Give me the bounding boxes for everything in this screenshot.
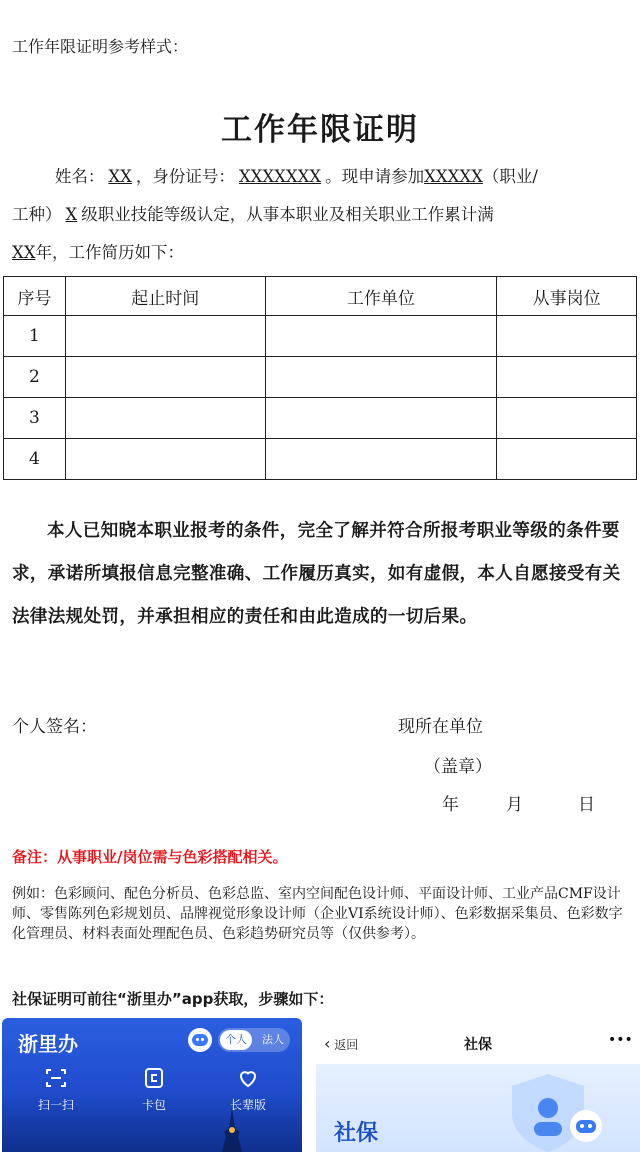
remark-note: 备注：从事职业/岗位需与色彩搭配相关。 <box>12 848 288 866</box>
table-row <box>4 357 637 398</box>
card-wallet-icon <box>142 1066 166 1090</box>
page-title: 社保 <box>464 1037 492 1053</box>
scan-label: 扫一扫 <box>37 1098 74 1112</box>
heart-icon <box>236 1066 260 1090</box>
row-employer <box>265 316 497 357</box>
toggle-personal[interactable]: 个人 <box>220 1030 252 1050</box>
robot-avatar-icon[interactable] <box>188 1028 212 1052</box>
date-day: 日 <box>578 795 595 815</box>
row-employer <box>265 398 497 439</box>
level-value: X <box>65 205 78 224</box>
card-wallet-action[interactable] <box>124 1066 184 1113</box>
seal-label: （盖章） <box>424 757 492 777</box>
statement-line-3 <box>12 236 632 270</box>
scan-icon <box>44 1066 68 1090</box>
row-position <box>497 398 637 439</box>
robot-mascot-icon <box>568 1108 604 1144</box>
line2-text: 级职业技能等级认定，从事本职业及相关职业工作累计满 <box>81 205 494 224</box>
table-header-row <box>4 277 637 316</box>
header-employer: 工作单位 <box>265 277 497 316</box>
row-period <box>65 357 265 398</box>
card-wallet-label: 卡包 <box>141 1098 166 1112</box>
examples-paragraph: 例如：色彩顾问、配色分析员、色彩总监、室内空间配色设计师、平面设计师、工业产品CMF设计师、零售陈列色彩规划员、品牌视觉形象设计师（企业VI系统设计师）、色彩数据采集员、色彩数字化管理员、材料表面处理配色员、色彩趋势研究员等（仅供参考）。 <box>12 886 623 942</box>
table-row <box>4 439 637 480</box>
identity-toggle[interactable] <box>218 1028 290 1052</box>
occupation-suffix: （职业/ <box>482 167 538 186</box>
name-label: 姓名： <box>54 167 105 186</box>
social-security-screenshot <box>316 1024 640 1152</box>
document-title: 工作年限证明 <box>221 112 419 148</box>
tower-silhouette-icon <box>202 1108 262 1152</box>
table-row <box>4 398 637 439</box>
name-value: XX <box>108 167 132 186</box>
years-value: XX <box>12 243 36 262</box>
line3-text: 年，工作简历如下： <box>35 243 184 262</box>
row-position <box>497 357 637 398</box>
header-period: 起止时间 <box>65 277 265 316</box>
toggle-legal[interactable]: 法人 <box>262 1033 284 1046</box>
row-index: 2 <box>4 357 66 398</box>
personal-signature-label: 个人签名： <box>12 717 97 737</box>
date-month: 月 <box>506 795 523 815</box>
apply-text: 。现申请参加 <box>325 167 425 186</box>
row-employer <box>265 357 497 398</box>
line2-prefix: 工种） <box>12 205 62 224</box>
zheliban-home-screenshot <box>2 1018 302 1152</box>
table-row <box>4 316 637 357</box>
scan-action[interactable] <box>26 1066 86 1113</box>
row-period <box>65 439 265 480</box>
header-position: 从事岗位 <box>497 277 637 316</box>
row-position <box>497 316 637 357</box>
row-period <box>65 316 265 357</box>
chevron-left-icon: ‹ <box>324 1034 331 1053</box>
intro-text: 工作年限证明参考样式： <box>12 37 189 56</box>
id-label: ，身份证号： <box>135 167 235 186</box>
current-unit-label: 现所在单位 <box>398 717 483 737</box>
row-index: 4 <box>4 439 66 480</box>
row-index: 3 <box>4 398 66 439</box>
statement-line-1 <box>12 160 632 194</box>
id-value: XXXXXXX <box>238 167 322 186</box>
more-menu-icon[interactable]: ••• <box>608 1032 633 1048</box>
header-index: 序号 <box>4 277 66 316</box>
row-employer <box>265 439 497 480</box>
banner-title: 社保 <box>334 1121 379 1146</box>
app-name: 浙里办 <box>18 1032 78 1056</box>
statement-line-2 <box>12 198 632 232</box>
back-label: 返回 <box>334 1038 359 1052</box>
social-security-note: 社保证明可前往“浙里办”app获取，步骤如下： <box>12 990 334 1008</box>
row-period <box>65 398 265 439</box>
banner <box>316 1064 640 1152</box>
row-index: 1 <box>4 316 66 357</box>
work-history-table <box>3 276 637 480</box>
elder-mode-action[interactable] <box>218 1066 278 1113</box>
occupation-value: XXXXX <box>424 167 483 186</box>
elder-mode-label: 长辈版 <box>229 1098 266 1112</box>
row-position <box>497 439 637 480</box>
pledge-paragraph: 本人已知晓本职业报考的条件，完全了解并符合所报考职业等级的条件要求，承诺所填报信息完整准确、工作履历真实，如有虚假，本人自愿接受有关法律法规处罚，并承担相应的责任和由此造成的一切后果。 <box>12 521 621 627</box>
date-year: 年 <box>442 795 459 815</box>
